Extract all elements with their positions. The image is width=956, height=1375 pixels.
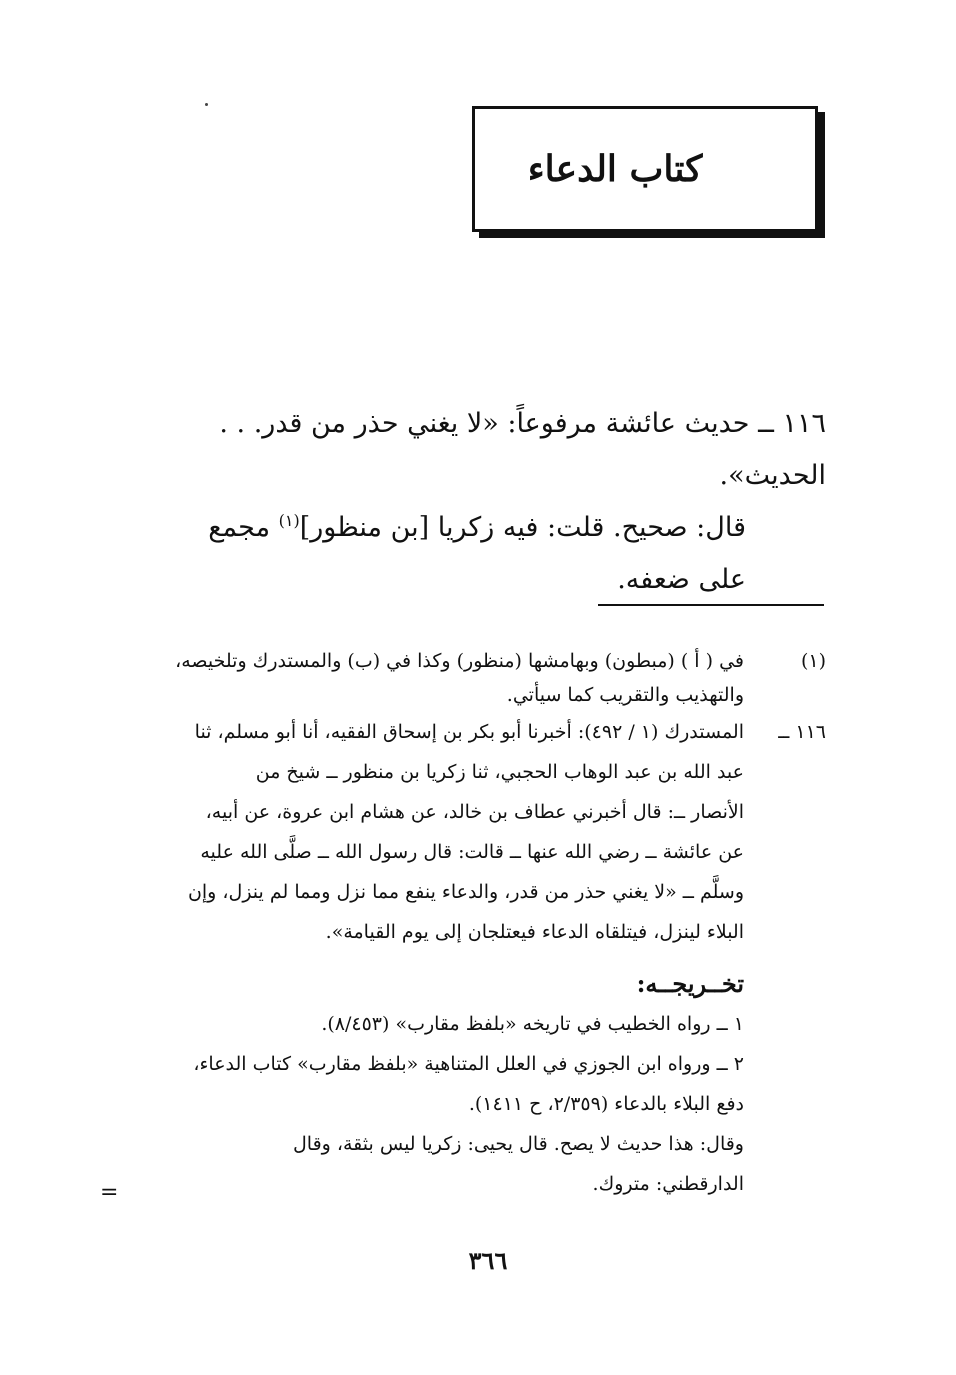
footnote-1-line: والتهذيب والتقريب كما سيأتي. xyxy=(506,684,744,706)
footnote-1-line: في ( أ ) (مبطون) وبهامشها (منظور) وكذا في (ب) والمستدرك وتلخيصه، xyxy=(175,650,744,672)
source-line: البلاء لينزل، فيتلقاه الدعاء فيعتلجان إلى يوم القيامة». xyxy=(325,921,744,943)
chapter-title-box xyxy=(472,106,818,232)
source-note xyxy=(130,712,826,952)
footnote-ref: (١) xyxy=(278,511,300,530)
footnotes xyxy=(130,644,826,1204)
source-line: وسلَّم ــ «لا يغني حذر من قدر، والدعاء ينفع مما نزل ومما لم ينزل، وإن xyxy=(187,881,744,903)
chapter-title: كتاب الدعاء xyxy=(527,148,703,190)
source-marker: ١١٦ ــ xyxy=(778,721,826,743)
takhrij-line: دفع البلاء بالدعاء (٢/٣٥٩، ح ١٤١١). xyxy=(468,1093,744,1115)
source-line: الأنصار ــ: قال أخبرني عطاف بن خالد، عن هشام ابن عروة، عن أبيه، xyxy=(205,801,744,823)
takhrij-heading: تخــريجــه: xyxy=(636,969,744,998)
comment-line-2: على ضعفه. xyxy=(617,564,746,595)
stray-dot xyxy=(205,103,208,106)
hadith-number: ١١٦ ــ xyxy=(758,408,826,439)
footnote-separator xyxy=(598,604,824,606)
comment-line-1: قال: صحيح. قلت: فيه زكريا [بن منظور]$^{(١)}$ مجمع xyxy=(208,511,746,543)
source-line: المستدرك (١ / ٤٩٢): أخبرنا أبو بكر بن إسحاق الفقيه، أنا أبو مسلم، ثنا xyxy=(194,721,744,743)
hadith-text: حديث عائشة مرفوعاً: «لا يغني حذر من قدر. . . الحديث». xyxy=(219,408,826,491)
source-line: عبد الله بن عبد الوهاب الحجبي، ثنا زكريا بن منظور ــ شيخ من xyxy=(255,761,744,783)
page-number: ٣٦٦ xyxy=(468,1246,508,1275)
main-text xyxy=(130,398,826,606)
takhrij-line: الدارقطني: متروك. xyxy=(592,1173,744,1195)
footnote-1 xyxy=(130,644,826,712)
takhrij-line: ١ ــ رواه الخطيب في تاريخه «بلفظ مقارب» (٨/٤٥٣). xyxy=(321,1013,744,1035)
hadith-line xyxy=(130,398,826,502)
takhrij-line: ٢ ــ ورواه ابن الجوزي في العلل المتناهية «بلفظ مقارب» كتاب الدعاء، xyxy=(193,1053,744,1075)
footnote-1-marker: (١) xyxy=(800,650,826,672)
continuation-mark: = xyxy=(100,1180,119,1205)
source-line: عن عائشة ــ رضي الله عنها ــ قالت: قال رسول الله ــ صلَّى الله عليه xyxy=(200,841,744,863)
takhrij-line: وقال: هذا حديث لا يصح. قال يحيى: زكريا ليس بثقة، وقال xyxy=(292,1133,744,1155)
